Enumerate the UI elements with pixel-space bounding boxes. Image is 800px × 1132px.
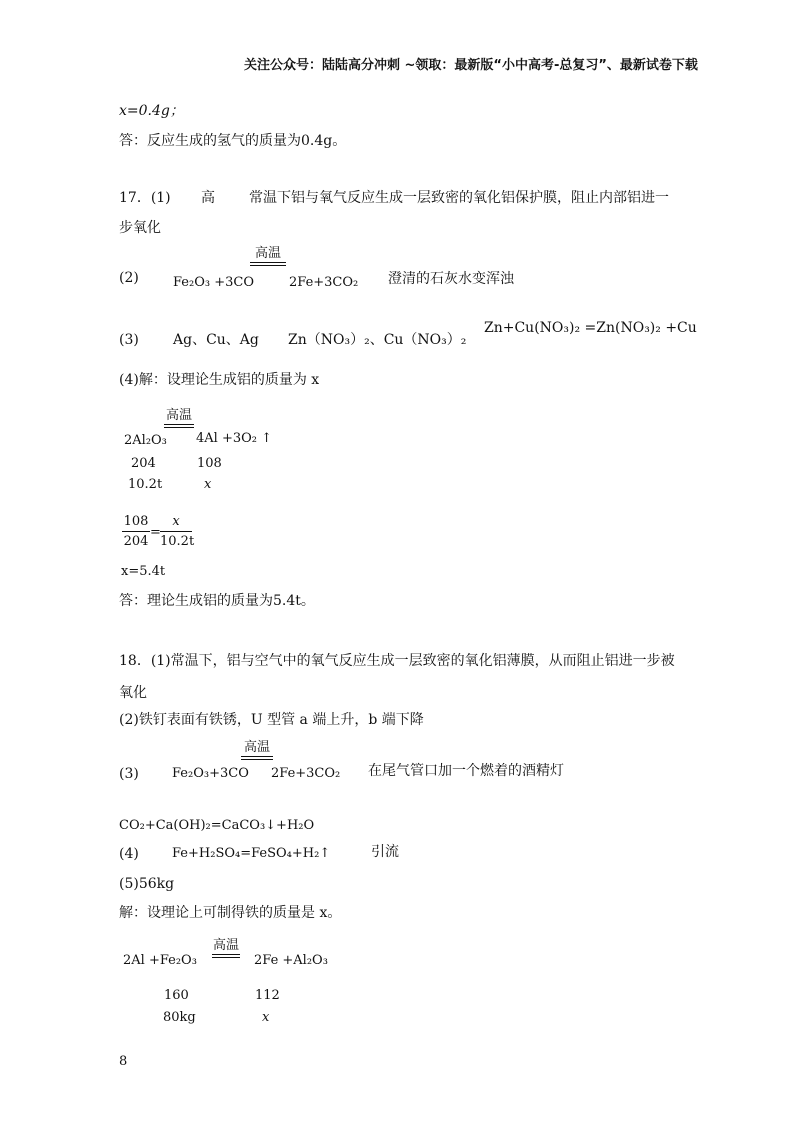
q18-p1b: 氧化 (119, 685, 147, 701)
q17-p4-fraction-right-numerator: x (172, 514, 180, 529)
q18-p3-rhs: 2Fe+3CO₂ (271, 766, 341, 781)
q17-p4-condition (164, 409, 194, 428)
q17-p3-b: Zn（NO₃）₂、Cu（NO₃）₂ (288, 332, 467, 348)
q18-p5: (5)56kg (119, 876, 175, 892)
q17-p4-answer: 答：理论生成铝的质量为5.4t。 (119, 593, 315, 609)
q17-p3-equation: Zn+Cu(NO₃)₂ =Zn(NO₃)₂ +Cu (484, 320, 697, 336)
q18-p5-condition-text: 高温 (212, 938, 239, 953)
q17-p4-rhs: 4Al +3O₂ ↑ (196, 431, 273, 446)
q17-p2-double-arrow (250, 262, 286, 266)
q18-p5-lhs: 2Al +Fe₂O₃ (123, 953, 197, 968)
q17-p2-label: (2) (119, 270, 139, 286)
q18-p3-text: 在尾气管口加一个燃着的酒精灯 (368, 763, 564, 779)
q18-p3-equation-2: CO₂+Ca(OH)₂=CaCO₃↓+H₂O (119, 818, 315, 833)
q17-p4-fraction-right-denominator: 10.2t (160, 531, 192, 548)
q17-p1-text: 常温下铝与氧气反应生成一层致密的氧化铝保护膜，阻止内部铝进一 (249, 190, 669, 206)
q17-p1-blank: 高 (201, 190, 215, 206)
q17-p4-given-2: x (204, 477, 212, 492)
q17-p4-intro: (4)解：设理论生成铝的质量为 x (119, 372, 320, 388)
q18-p5-mass-1: 160 (164, 988, 189, 1003)
q17-p2-condition-text: 高温 (254, 246, 281, 261)
q18-p5-given-2: x (262, 1010, 270, 1025)
q17-p1-text2: 步氧化 (119, 220, 161, 236)
q16-result: x=0.4g； (119, 103, 184, 119)
q17-p3-label: (3) (119, 332, 139, 348)
q18-p5-given-1: 80kg (163, 1010, 196, 1025)
q18-p5-double-arrow (212, 954, 240, 958)
q17-p2-lhs: Fe₂O₃ +3CO (173, 275, 254, 290)
q17-p2-condition (250, 247, 286, 266)
q18-p3-label: (3) (119, 766, 139, 782)
q18-p4-text: 引流 (371, 844, 399, 860)
q17-p2-rhs: 2Fe+3CO₂ (289, 275, 359, 290)
q17-p4-result: x=5.4t (121, 564, 166, 579)
q17-p3-a: Ag、Cu、Ag (173, 332, 259, 348)
q18-p3-lhs: Fe₂O₃+3CO (172, 766, 249, 781)
q17-p4-double-arrow (164, 424, 194, 428)
page-number: 8 (119, 1054, 128, 1069)
q17-p4-given-1: 10.2t (128, 477, 163, 492)
q18-p3-double-arrow (241, 756, 273, 760)
q17-p4-mass-1: 204 (131, 456, 156, 471)
q18-p5-mass-2: 112 (255, 988, 280, 1003)
q18-p3-condition (241, 741, 273, 760)
q18-p2: (2)铁钉表面有铁锈，U 型管 a 端上升，b 端下降 (119, 712, 424, 728)
q17-number: 17．(1) (119, 190, 171, 206)
q17-p4-condition-text: 高温 (165, 408, 192, 423)
q17-p4-mass-2: 108 (197, 456, 222, 471)
q18-p5-intro: 解：设理论上可制得铁的质量是 x。 (119, 905, 342, 921)
q16-answer: 答：反应生成的氢气的质量为0.4g。 (119, 133, 347, 149)
q18-p1: 18．(1)常温下，铝与空气中的氧气反应生成一层致密的氧化铝薄膜，从而阻止铝进一步被 (119, 653, 675, 669)
q17-p2-observation: 澄清的石灰水变浑浊 (388, 271, 514, 287)
page-header: 关注公众号：陆陆高分冲刺 ~领取：最新版“小中高考-总复习”、最新试卷下载 (244, 58, 698, 73)
q18-p5-rhs: 2Fe +Al₂O₃ (254, 953, 328, 968)
q17-p4-lhs: 2Al₂O₃ (124, 433, 167, 448)
q17-p4-fraction-left-denominator: 204 (122, 531, 150, 548)
q18-p4-equation: Fe+H₂SO₄=FeSO₄+H₂↑ (172, 846, 331, 861)
q18-p3-condition-text: 高温 (243, 740, 270, 755)
q17-p4-equals: = (150, 525, 161, 540)
q17-p4-fraction-left (122, 515, 150, 548)
q18-p4-label: (4) (119, 846, 139, 862)
q18-p5-condition (212, 939, 240, 958)
q17-p4-fraction-left-numerator: 108 (123, 514, 149, 529)
q17-p4-fraction-right (160, 514, 195, 549)
